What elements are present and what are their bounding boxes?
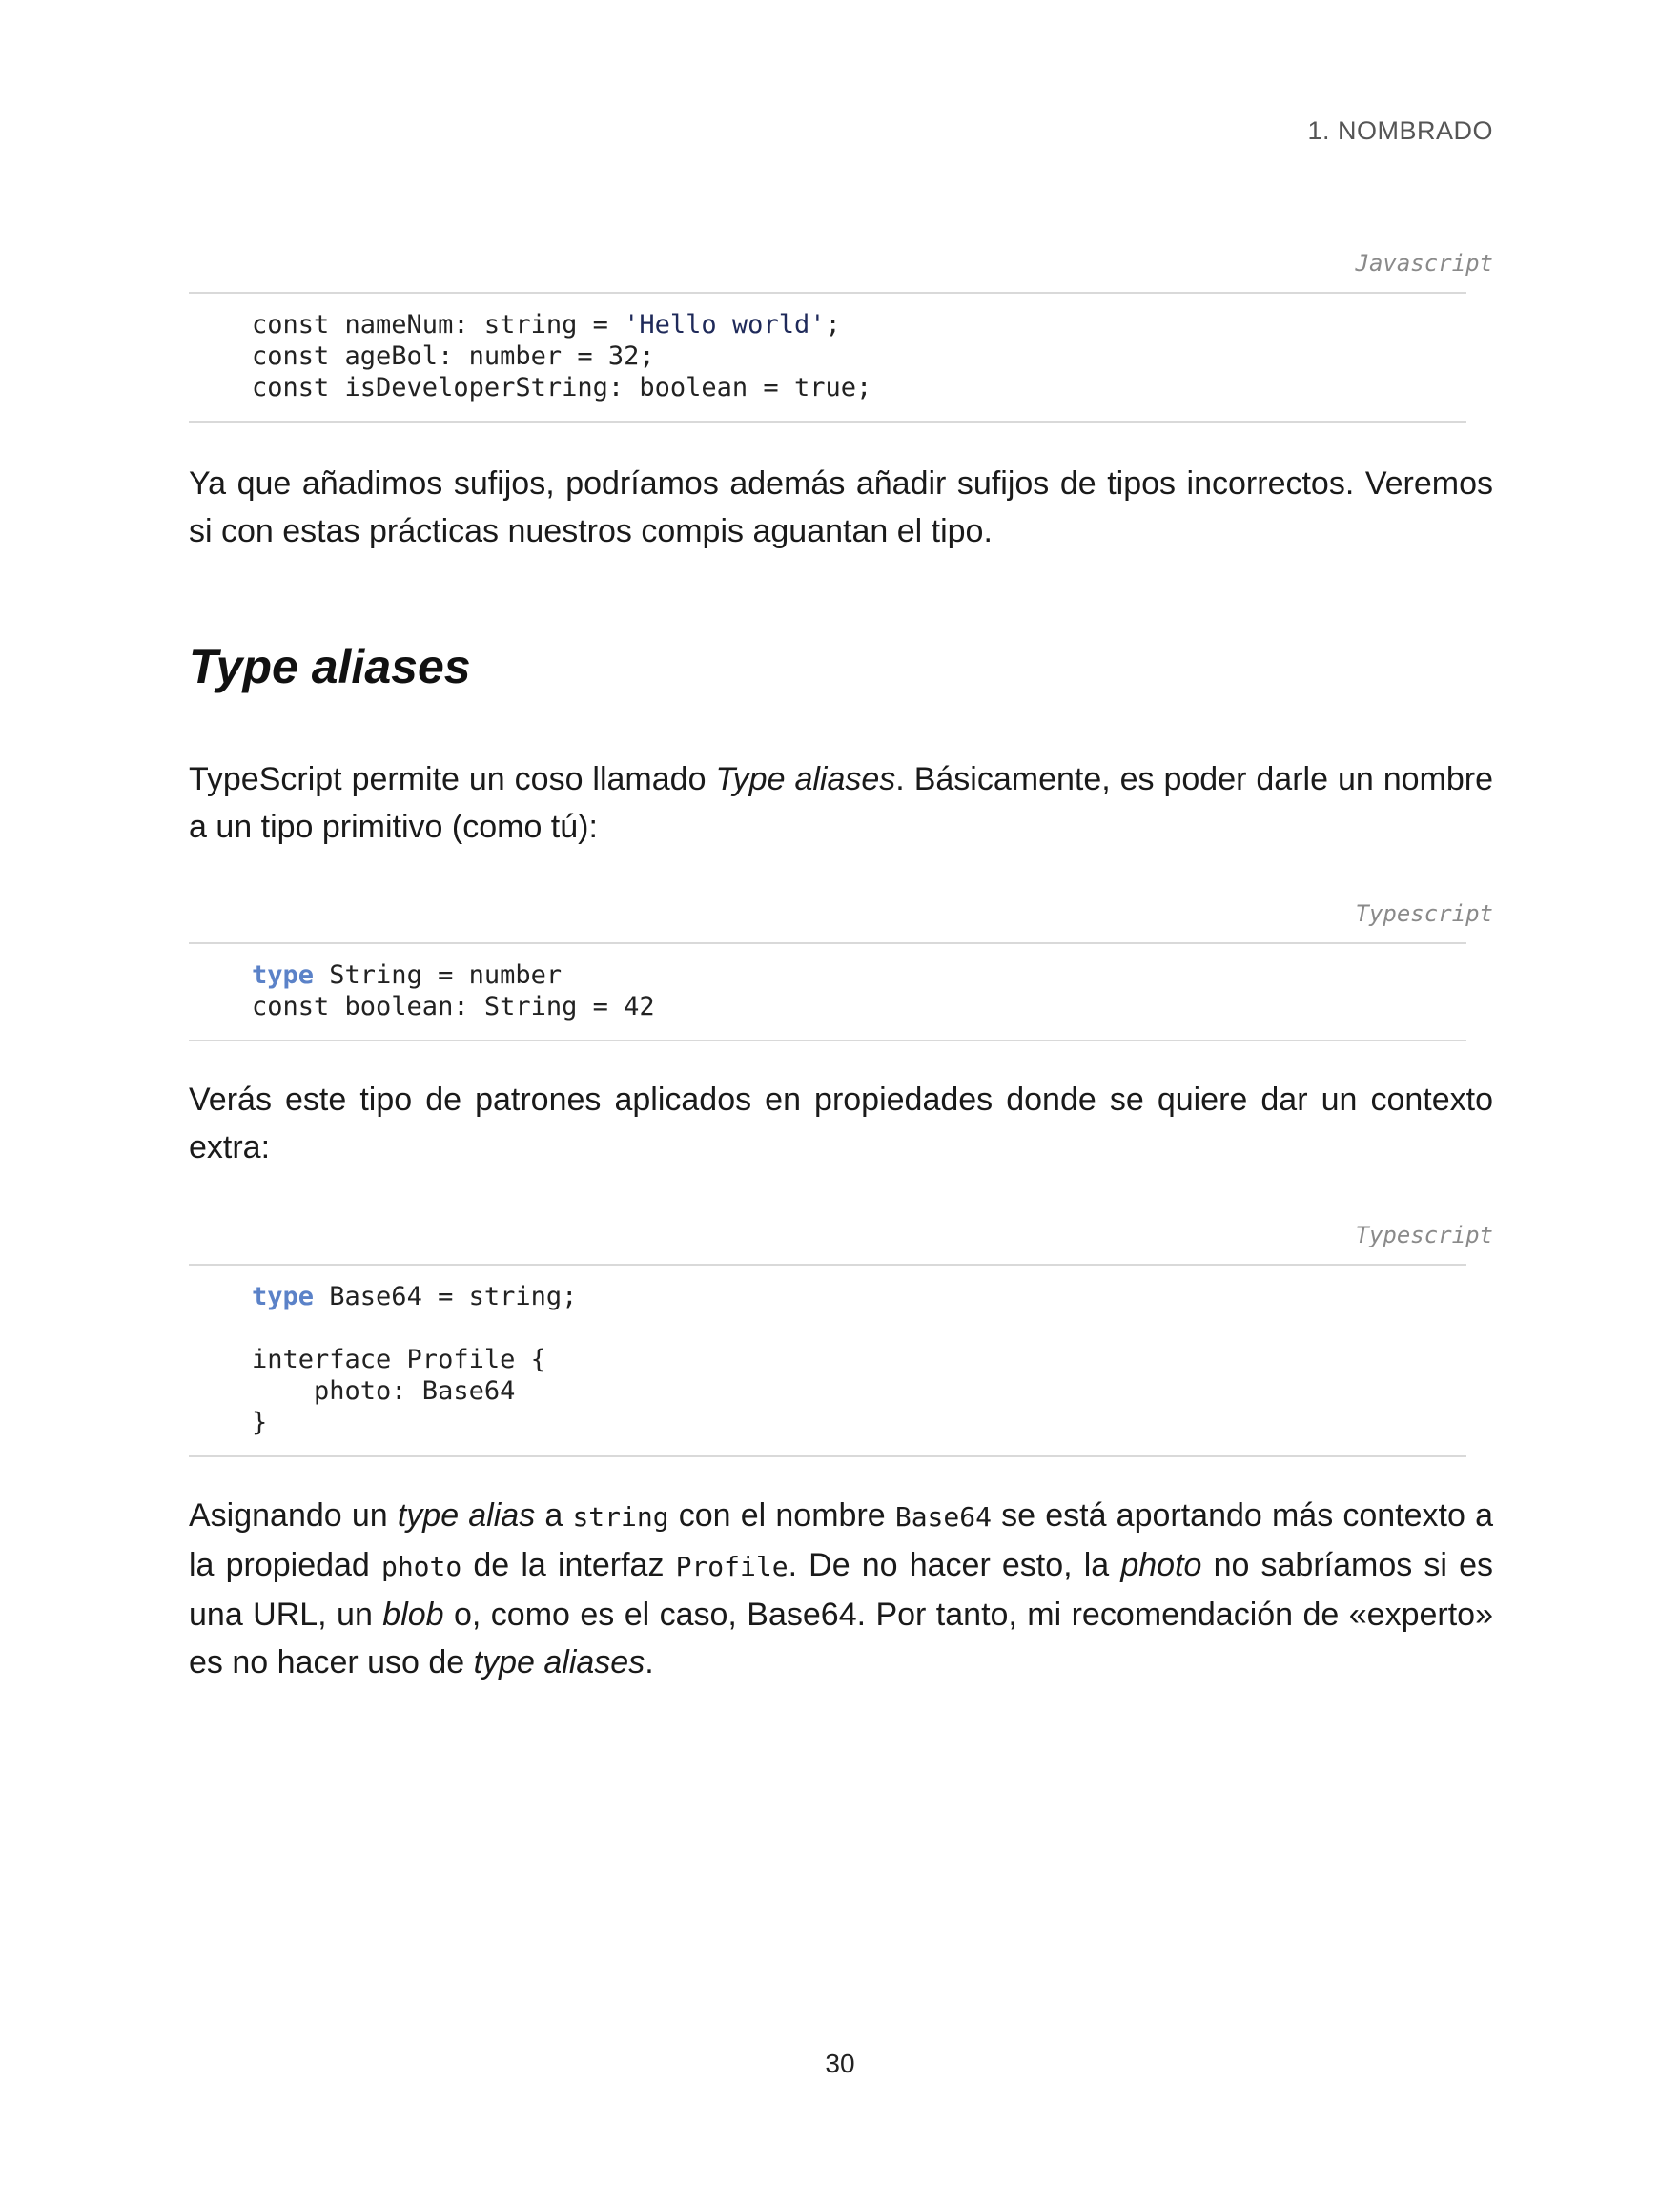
code-line-1b: ; [825, 310, 841, 340]
inline-code: Base64 [894, 1501, 992, 1533]
code-content [189, 309, 1466, 403]
code-keyword: type [252, 960, 315, 990]
para4-emphasis: type alias [397, 1497, 536, 1534]
section-title: Type aliases [189, 640, 471, 693]
code-line-1-rest: Base64 = string; [314, 1282, 578, 1311]
para4-emphasis: type aliases [473, 1644, 645, 1680]
code-language-label: Typescript [1355, 1222, 1493, 1248]
para4-text: no sabríamos si es una URL, un [189, 1547, 1493, 1633]
code-line-5: } [252, 1408, 268, 1437]
code-language-label: Javascript [1355, 250, 1493, 277]
code-box [189, 292, 1466, 423]
para4-text: se está aportando más contexto a la propiedad [189, 1497, 1493, 1583]
code-block-typescript-1 [189, 897, 1493, 1041]
code-content [189, 1281, 1466, 1438]
inline-code: photo [380, 1551, 462, 1582]
code-line-3: interface Profile { [252, 1345, 546, 1374]
para4-text: con el nombre [668, 1497, 895, 1534]
code-keyword: type [252, 1282, 315, 1311]
code-block-javascript [189, 246, 1493, 423]
code-line-1-rest: String = number [314, 960, 563, 990]
code-box [189, 942, 1466, 1041]
para4-text: o, como es el caso, Base64. Por tanto, mi recomendación de «experto» es no hacer uso de [189, 1597, 1493, 1680]
code-language-label: Typescript [1355, 900, 1493, 927]
para2-text-b: . Básicamente, es poder darle un nombre a un tipo primitivo (como tú): [189, 761, 1493, 845]
para4-text: . De no hacer esto, la [788, 1547, 1121, 1583]
code-block-typescript-2 [189, 1218, 1493, 1457]
para4-text: de la interfaz [461, 1547, 676, 1583]
inline-code: Profile [675, 1551, 789, 1582]
para4-emphasis: blob [382, 1597, 444, 1633]
code-line-3: const isDeveloperString: boolean = true; [252, 373, 872, 402]
para2-text-a: TypeScript permite un coso llamado [189, 761, 716, 797]
paragraph-type-aliases-intro [189, 755, 1493, 851]
para4-text: Asignando un [189, 1497, 398, 1534]
code-string-literal: 'Hello world' [624, 310, 826, 340]
paragraph-conclusion [189, 1492, 1493, 1686]
code-line-1a: const nameNum: string = [252, 310, 625, 340]
code-line-4: photo: Base64 [252, 1376, 516, 1406]
code-content [189, 959, 1466, 1022]
page-number: 30 [825, 2049, 855, 2078]
para4-text: a [535, 1497, 573, 1534]
code-line-2: const boolean: String = 42 [252, 992, 655, 1021]
inline-code: string [572, 1501, 669, 1533]
para4-emphasis: photo [1120, 1547, 1202, 1583]
paragraph-patterns: Verás este tipo de patrones aplicados en propiedades donde se quiere dar un contexto extra: [189, 1082, 1493, 1165]
code-box [189, 1264, 1466, 1457]
code-line-2: const ageBol: number = 32; [252, 341, 655, 371]
para4-text: . [645, 1644, 654, 1680]
paragraph-suffixes: Ya que añadimos sufijos, podríamos además añadir sufijos de tipos incorrectos. Veremos si con estas prácticas nuestros compis aguantan el tipo. [189, 465, 1493, 549]
para2-emphasis: Type aliases [715, 761, 896, 797]
chapter-header: 1. NOMBRADO [1307, 116, 1493, 145]
